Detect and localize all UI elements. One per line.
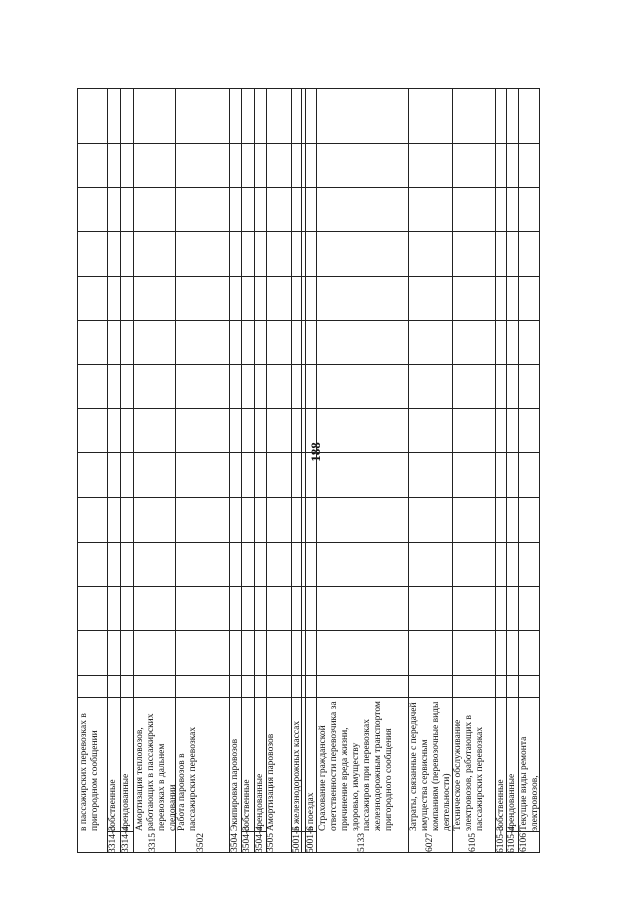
data-table: в пассажирских перевозках в пригородном сообщении 3314-3 собственные 3314-4 арендованные 3315 Амортизация тепловозов, работающих в пассажирских перевозках в дальнем следовании 3502 Работа паровозов в пассажирских перевозках 3504 Экипировка паровозов 3504-3 собственные 3504-4 арендованные 3505 Амортизация паровозов 5001-5 в железнодорожных кассах 5001-6 в поездах 5133 Страхование гражданской ответственности перевозчика за причинение вреда жизни, здоровью, имуществу пассажиров при перевозках железнодорожным транспортом пригородного сообщения 6027 Затраты, связанные с передачей имущества сервисным компаниям (перевозочные виды деятельности) 6105 Техническое обслуживание электровозов, работающих в пассажирских перевозках 6105-3 собственные 6105-4 арендованные 6106 Текущие виды ремонта электровозов,: [77, 88, 540, 853]
page-number: 188: [308, 442, 323, 462]
